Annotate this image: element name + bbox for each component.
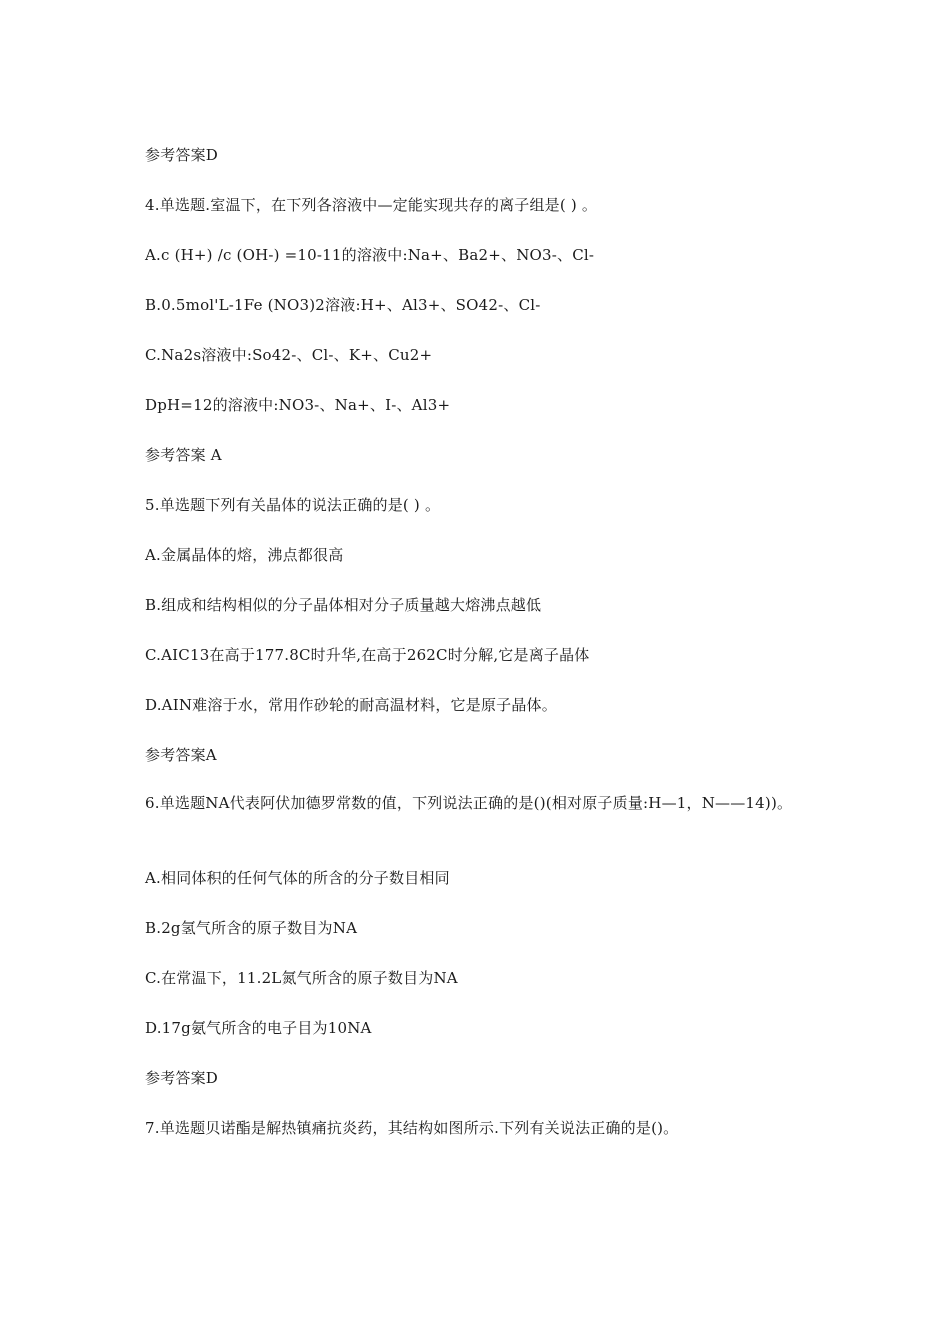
option-5c: C.AIC13在高于177.8C时升华,在高于262C时分解,它是离子晶体 bbox=[145, 646, 590, 664]
question-5: 5.单选题下列有关晶体的说法正确的是( ) 。 bbox=[145, 496, 441, 514]
option-6b: B.2g氢气所含的原子数目为NA bbox=[145, 919, 358, 937]
option-6a: A.相同体积的任何气体的所含的分子数目相同 bbox=[145, 869, 450, 887]
option-6c: C.在常温下，11.2L氮气所含的原子数目为NA bbox=[145, 969, 458, 987]
option-5d: D.AIN难溶于水，常用作砂轮的耐高温材料，它是原子晶体。 bbox=[145, 696, 557, 714]
option-4c: C.Na2s溶液中:So42-、Cl-、K+、Cu2+ bbox=[145, 346, 433, 364]
question-4: 4.单选题.室温下，在下列各溶液中—定能实现共存的离子组是( ) 。 bbox=[145, 196, 598, 214]
answer-5: 参考答案A bbox=[145, 746, 217, 764]
option-5b: B.组成和结构相似的分子晶体相对分子质量越大熔沸点越低 bbox=[145, 596, 542, 614]
option-6d: D.17g氨气所含的电子目为10NA bbox=[145, 1019, 372, 1037]
answer-4: 参考答案 A bbox=[145, 446, 222, 464]
option-4b: B.0.5mol'L-1Fe (NO3)2溶液:H+、Al3+、SO42-、Cl- bbox=[145, 296, 541, 314]
answer-line: 参考答案D bbox=[145, 146, 219, 164]
question-7: 7.单选题贝诺酯是解热镇痛抗炎药，其结构如图所示.下列有关说法正确的是()。 bbox=[145, 1119, 679, 1137]
option-5a: A.金属晶体的熔，沸点都很高 bbox=[145, 546, 344, 564]
answer-6: 参考答案D bbox=[145, 1069, 219, 1087]
option-4a: A.c (H+) /c (OH-) =10-11的溶液中:Na+、Ba2+、NO3-、Cl- bbox=[145, 246, 595, 264]
question-6: 6.单选题NA代表阿伏加德罗常数的值，下列说法正确的是()(相对原子质量:H—1，N——14))。 bbox=[145, 794, 793, 812]
option-4d: DpH=12的溶液中:NO3-、Na+、I-、Al3+ bbox=[145, 396, 451, 414]
